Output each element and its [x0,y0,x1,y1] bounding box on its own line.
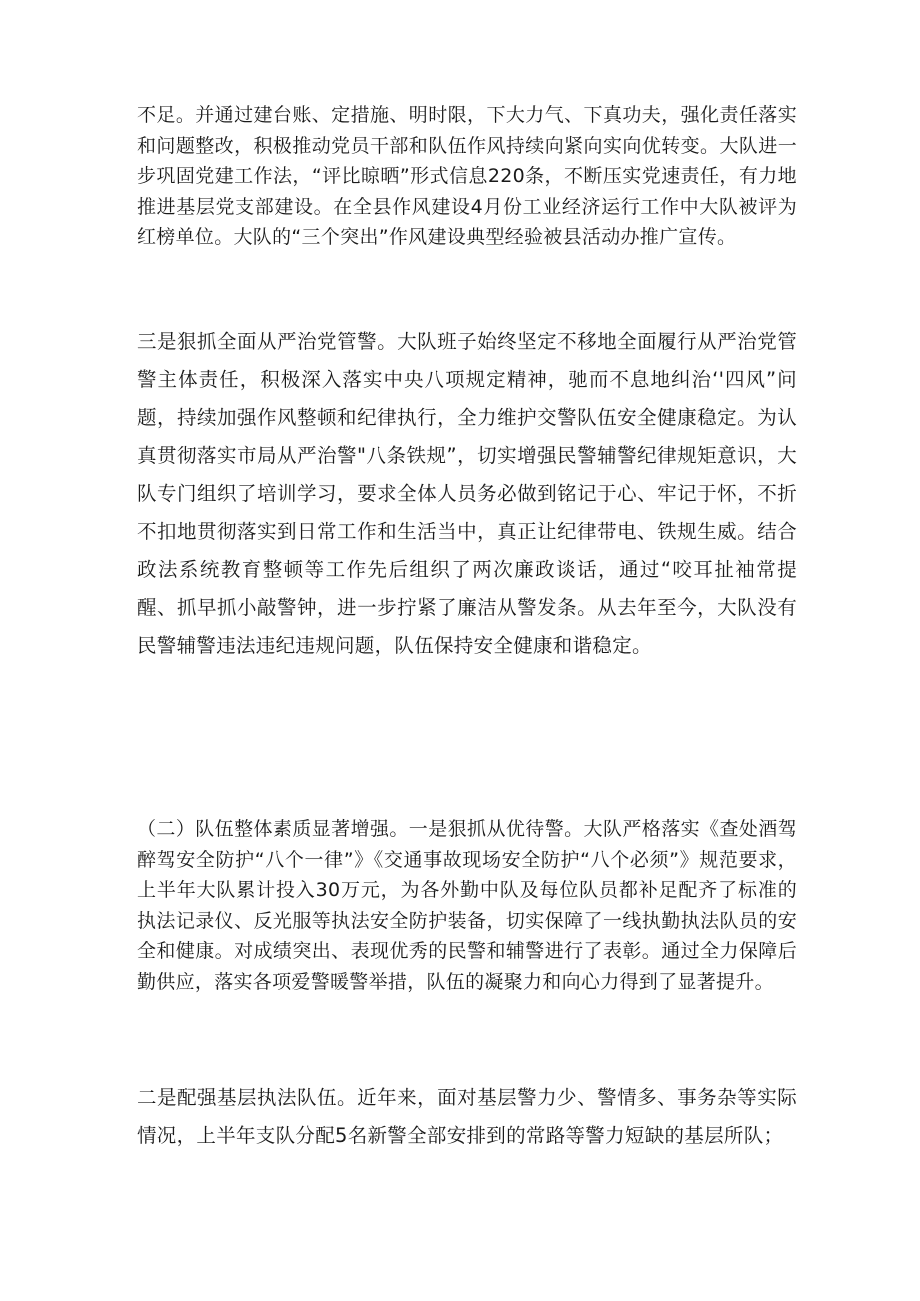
paragraph-team-quality: （二）队伍整体素质显著增强。一是狠抓从优待警。大队严格落实《查处酒驾醉驾安全防护“八个一律”》《交通事故现场安全防护“八个必须”》规范要求，上半年大队累计投入30万元，为各外勤中队及每位队员都补足配齐了标准的执法记录仪、反光服等执法安全防护装备，切实保障了一线执勤执法队员的安全和健康。对成绩突出、表现优秀的民警和辅警进行了表彰。通过全力保障后勤供应，落实各项爱警暖警举措，队伍的凝聚力和向心力得到了显著提升。 [137,818,797,993]
paragraph-frontline-enforcement: 二是配强基层执法队伍。近年来，面对基层警力少、警情多、事务杂等实际情况，上半年支队分配5名新警全部安排到的常路等警力短缺的基层所队； [137,1086,797,1147]
paragraph-party-building: 不足。并通过建台账、定措施、明时限，下大力气、下真功夫，强化责任落实和问题整改，积极推动党员干部和队伍作风持续向紧向实向优转变。大队进一步巩固党建工作法，“评比晾晒”形式信息220条，不断压实党速责任，有力地推进基层党支部建设。在全县作风建设4月份工业经济运行工作中大队被评为红榜单位。大队的“三个突出”作风建设典型经验被县活动办推广宣传。 [137,104,797,248]
paragraph-strict-governance: 三是狠抓全面从严治党管警。大队班子始终坚定不移地全面履行从严治党管警主体责任，积极深入落实中央八项规定精神，驰而不息地纠治‘'四风”问题，持续加强作风整顿和纪律执行，全力维护交警队伍安全健康稳定。为认真贯彻落实市局从严治警"八条铁规”，切实增强民警辅警纪律规矩意识，大队专门组织了培训学习，要求全体人员务必做到铭记于心、牢记于怀，不折不扣地贯彻落实到日常工作和生活当中，真正让纪律带电、铁规生威。结合政法系统教育整顿等工作先后组织了两次廉政谈话，通过“咬耳扯袖常提醒、抓早抓小敲警钟，进一步拧紧了廉洁从警发条。从去年至今，大队没有民警辅警违法违纪违规问题，队伍保持安全健康和谐稳定。 [137,330,797,657]
